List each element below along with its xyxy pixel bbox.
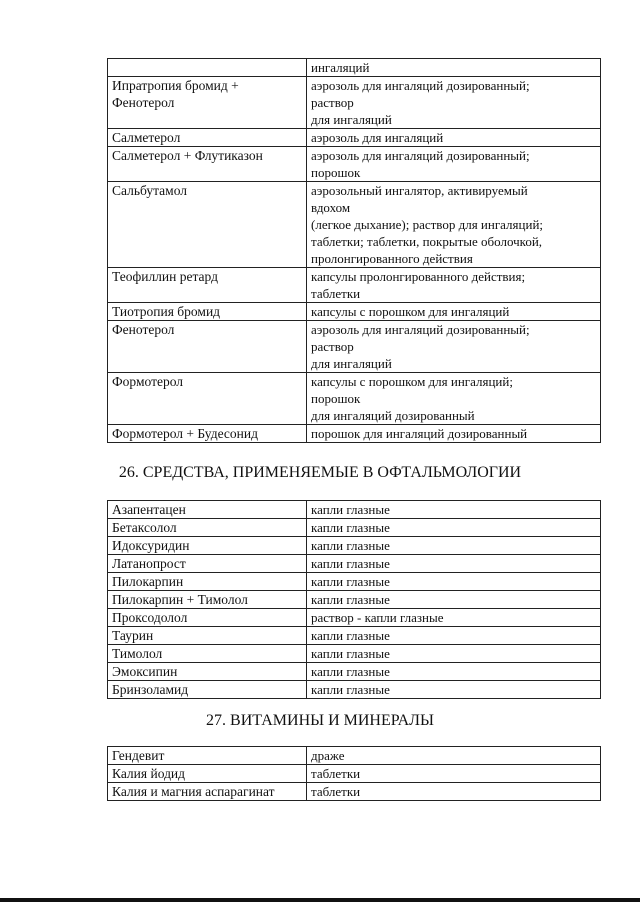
table-row: [108, 783, 601, 801]
dosage-form-line: (легкое дыхание); раствор для ингаляций;: [311, 217, 544, 232]
drug-name-cell: [108, 303, 307, 321]
drug-name-cell: Калия йодид: [108, 765, 307, 783]
drug-name-cell: Проксодолол: [108, 609, 307, 627]
dosage-form-cell: [307, 373, 601, 425]
drug-name-cell: [108, 425, 307, 443]
dosage-form-line: раствор: [311, 339, 354, 354]
drug-name-cell: Таурин: [108, 627, 307, 645]
ophthalmology-drugs-table-body: [108, 501, 601, 699]
table-row: [108, 129, 601, 147]
dosage-form-line: капсулы с порошком для ингаляций: [311, 304, 510, 319]
drug-name-cell: Пилокарпин: [108, 573, 307, 591]
drug-name-line: Фенотерол: [112, 95, 175, 110]
table-row: [108, 663, 601, 681]
dosage-form-cell: капли глазные: [307, 555, 601, 573]
dosage-form-line: ингаляций: [311, 60, 370, 75]
drug-name-cell: [108, 129, 307, 147]
drug-name-line: Салметерол: [112, 130, 181, 145]
dosage-form-line: порошок: [311, 391, 361, 406]
dosage-form-line: для ингаляций: [311, 112, 392, 127]
dosage-form-line: аэрозоль для ингаляций дозированный;: [311, 322, 530, 337]
drug-name-line: Салметерол + Флутиказон: [112, 148, 263, 163]
dosage-form-line: капсулы с порошком для ингаляций;: [311, 374, 513, 389]
table-row: [108, 645, 601, 663]
table-row: [108, 537, 601, 555]
drug-name-line: Теофиллин ретард: [112, 269, 218, 284]
dosage-form-cell: [307, 425, 601, 443]
table-row: [108, 573, 601, 591]
table-row: [108, 77, 601, 129]
table-row: [108, 501, 601, 519]
table-row: [108, 147, 601, 182]
table-row: [108, 519, 601, 537]
dosage-form-cell: капли глазные: [307, 537, 601, 555]
table-row: [108, 609, 601, 627]
table-row: [108, 425, 601, 443]
drug-name-cell: Азапентацен: [108, 501, 307, 519]
dosage-form-line: таблетки: [311, 286, 361, 301]
drug-name-cell: [108, 77, 307, 129]
dosage-form-line: капсулы пролонгированного действия;: [311, 269, 526, 284]
dosage-form-cell: раствор - капли глазные: [307, 609, 601, 627]
table-row: [108, 765, 601, 783]
table-row: [108, 747, 601, 765]
drug-name-line: Формотерол: [112, 374, 184, 389]
drug-name-cell: Гендевит: [108, 747, 307, 765]
drug-name-line: Ипратропия бромид +: [112, 78, 239, 93]
dosage-form-cell: таблетки: [307, 765, 601, 783]
dosage-form-cell: капли глазные: [307, 519, 601, 537]
dosage-form-cell: [307, 147, 601, 182]
table-row: [108, 182, 601, 268]
drug-name-cell: Пилокарпин + Тимолол: [108, 591, 307, 609]
drug-name-line: Сальбутамол: [112, 183, 188, 198]
dosage-form-line: вдохом: [311, 200, 351, 215]
dosage-form-line: аэрозоль для ингаляций дозированный;: [311, 148, 530, 163]
table-row: [108, 268, 601, 303]
dosage-form-cell: [307, 268, 601, 303]
dosage-form-line: раствор: [311, 95, 354, 110]
dosage-form-cell: капли глазные: [307, 663, 601, 681]
dosage-form-line: для ингаляций дозированный: [311, 408, 475, 423]
drug-name-cell: [108, 373, 307, 425]
dosage-form-cell: капли глазные: [307, 645, 601, 663]
dosage-form-cell: таблетки: [307, 783, 601, 801]
drug-name-cell: Калия и магния аспарагинат: [108, 783, 307, 801]
dosage-form-line: таблетки; таблетки, покрытые оболочкой,: [311, 234, 543, 249]
dosage-form-cell: [307, 129, 601, 147]
drug-name-cell: Тимолол: [108, 645, 307, 663]
table-row: [108, 627, 601, 645]
drug-name-cell: [108, 147, 307, 182]
dosage-form-line: пролонгированного действия: [311, 251, 473, 266]
dosage-form-line: аэрозольный ингалятор, активируемый: [311, 183, 528, 198]
section-27-heading: 27. ВИТАМИНЫ И МИНЕРАЛЫ: [206, 712, 434, 729]
table-row: [108, 59, 601, 77]
dosage-form-line: порошок для ингаляций дозированный: [311, 426, 528, 441]
dosage-form-cell: капли глазные: [307, 573, 601, 591]
drug-name-line: Формотерол + Будесонид: [112, 426, 258, 441]
drug-name-line: Тиотропия бромид: [112, 304, 221, 319]
page-bottom-rule: [0, 898, 640, 902]
respiratory-drugs-table-body: [108, 59, 601, 443]
table-row: [108, 681, 601, 699]
dosage-form-cell: [307, 182, 601, 268]
section-26-heading: 26. СРЕДСТВА, ПРИМЕНЯЕМЫЕ В ОФТАЛЬМОЛОГИИ: [118, 464, 522, 481]
dosage-form-cell: [307, 59, 601, 77]
table-row: [108, 303, 601, 321]
dosage-form-line: аэрозоль для ингаляций дозированный;: [311, 78, 530, 93]
dosage-form-cell: [307, 77, 601, 129]
table-row: [108, 591, 601, 609]
ophthalmology-drugs-table: [107, 500, 601, 699]
drug-name-cell: [108, 182, 307, 268]
table-row: [108, 321, 601, 373]
drug-name-cell: [108, 321, 307, 373]
dosage-form-line: для ингаляций: [311, 356, 392, 371]
drug-name-cell: [108, 59, 307, 77]
drug-name-cell: Бетаксолол: [108, 519, 307, 537]
drug-name-cell: [108, 268, 307, 303]
dosage-form-cell: [307, 321, 601, 373]
table-row: [108, 555, 601, 573]
vitamins-table: [107, 746, 601, 801]
dosage-form-line: порошок: [311, 165, 361, 180]
dosage-form-cell: капли глазные: [307, 591, 601, 609]
dosage-form-cell: [307, 303, 601, 321]
dosage-form-cell: капли глазные: [307, 501, 601, 519]
dosage-form-cell: капли глазные: [307, 681, 601, 699]
table-row: [108, 373, 601, 425]
drug-name-cell: Эмоксипин: [108, 663, 307, 681]
drug-name-cell: Бринзоламид: [108, 681, 307, 699]
respiratory-drugs-table: [107, 58, 601, 443]
dosage-form-cell: драже: [307, 747, 601, 765]
vitamins-table-body: [108, 747, 601, 801]
drug-name-cell: Латанопрост: [108, 555, 307, 573]
drug-name-cell: Идоксуридин: [108, 537, 307, 555]
dosage-form-line: аэрозоль для ингаляций: [311, 130, 444, 145]
drug-name-line: Фенотерол: [112, 322, 175, 337]
dosage-form-cell: капли глазные: [307, 627, 601, 645]
